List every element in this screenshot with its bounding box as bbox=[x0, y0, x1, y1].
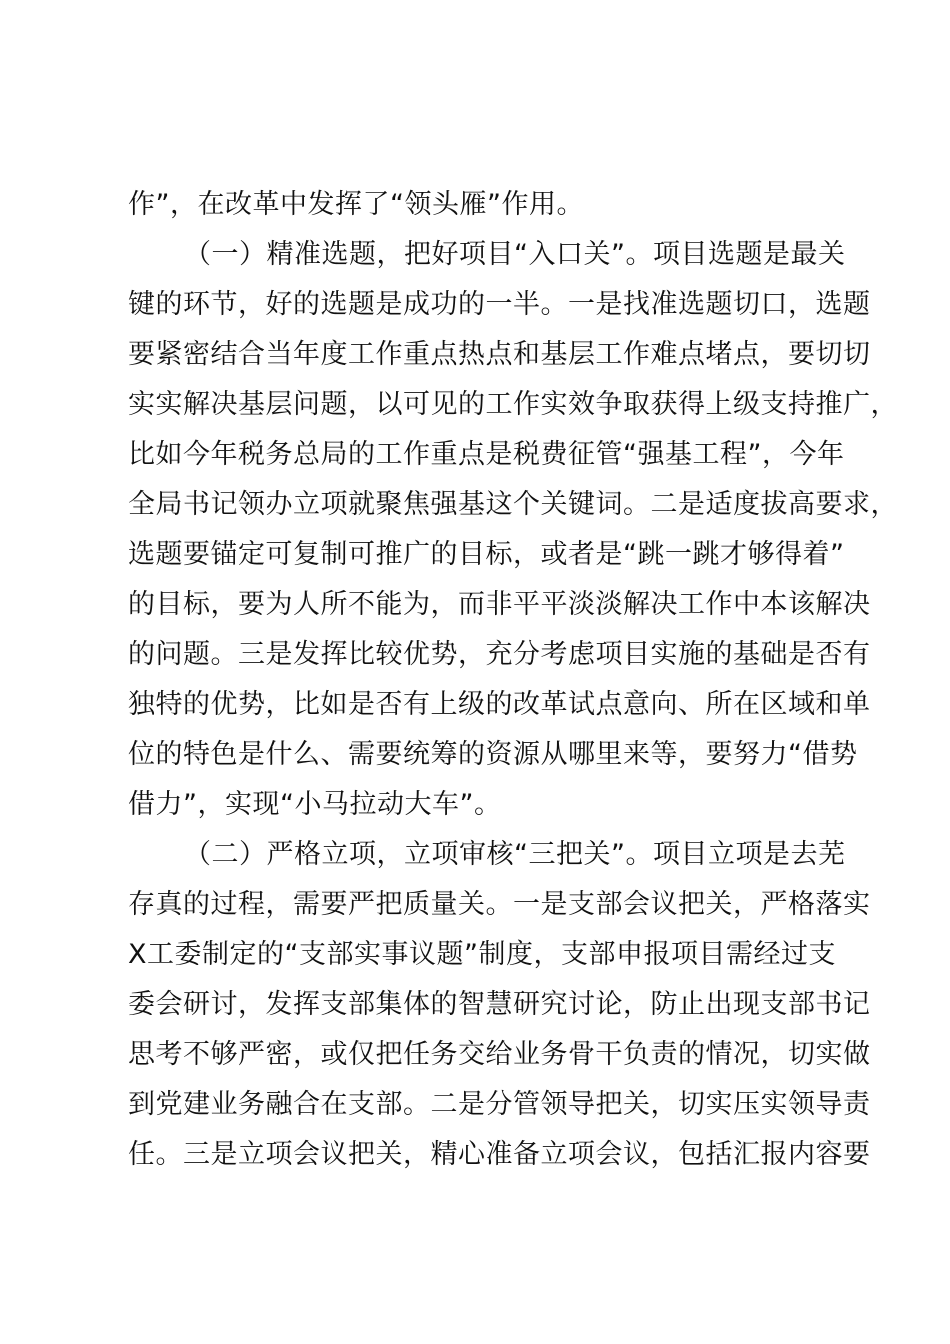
text-line: X工委制定的“支部实事议题”制度，支部申报项目需经过支 bbox=[128, 939, 836, 970]
text-line: 键的环节，好的选题是成功的一半。一是找准选题切口，选题 bbox=[128, 289, 871, 320]
text-line: 比如今年税务总局的工作重点是税费征管“强基工程”，今年 bbox=[128, 439, 845, 470]
text-line: 选题要锚定可复制可推广的目标，或者是“跳一跳才够得着” bbox=[128, 539, 845, 570]
text-line: 实实解决基层问题，以可见的工作实效争取获得上级支持推广， bbox=[128, 389, 898, 420]
section-heading-line: （二）严格立项，立项审核“三把关”。项目立项是去芜 bbox=[184, 839, 846, 870]
text-line: 的目标，要为人所不能为，而非平平淡淡解决工作中本该解决 bbox=[128, 589, 871, 620]
text-line: 独特的优势，比如是否有上级的改革试点意向、所在区域和单 bbox=[128, 689, 871, 720]
text-line: 委会研讨，发挥支部集体的智慧研究讨论，防止出现支部书记 bbox=[128, 989, 871, 1020]
text-line: 作”，在改革中发挥了“领头雁”作用。 bbox=[128, 189, 584, 220]
text-line: 要紧密结合当年度工作重点热点和基层工作难点堵点，要切切 bbox=[128, 339, 871, 370]
text-line: 的问题。三是发挥比较优势，充分考虑项目实施的基础是否有 bbox=[128, 639, 871, 670]
text-line: 位的特色是什么、需要统筹的资源从哪里来等，要努力“借势 bbox=[128, 739, 858, 770]
text-line: 任。三是立项会议把关，精心准备立项会议，包括汇报内容要 bbox=[128, 1139, 871, 1170]
text-line: 全局书记领办立项就聚焦强基这个关键词。二是适度拔高要求， bbox=[128, 489, 898, 520]
text-line: 存真的过程，需要严把质量关。一是支部会议把关，严格落实 bbox=[128, 889, 871, 920]
text-line: 思考不够严密，或仅把任务交给业务骨干负责的情况，切实做 bbox=[128, 1039, 871, 1070]
section-heading-line: （一）精准选题，把好项目“入口关”。项目选题是最关 bbox=[184, 239, 846, 270]
text-line: 到党建业务融合在支部。二是分管领导把关，切实压实领导责 bbox=[128, 1089, 871, 1120]
text-line: 借力”，实现“小马拉动大车”。 bbox=[128, 789, 502, 820]
